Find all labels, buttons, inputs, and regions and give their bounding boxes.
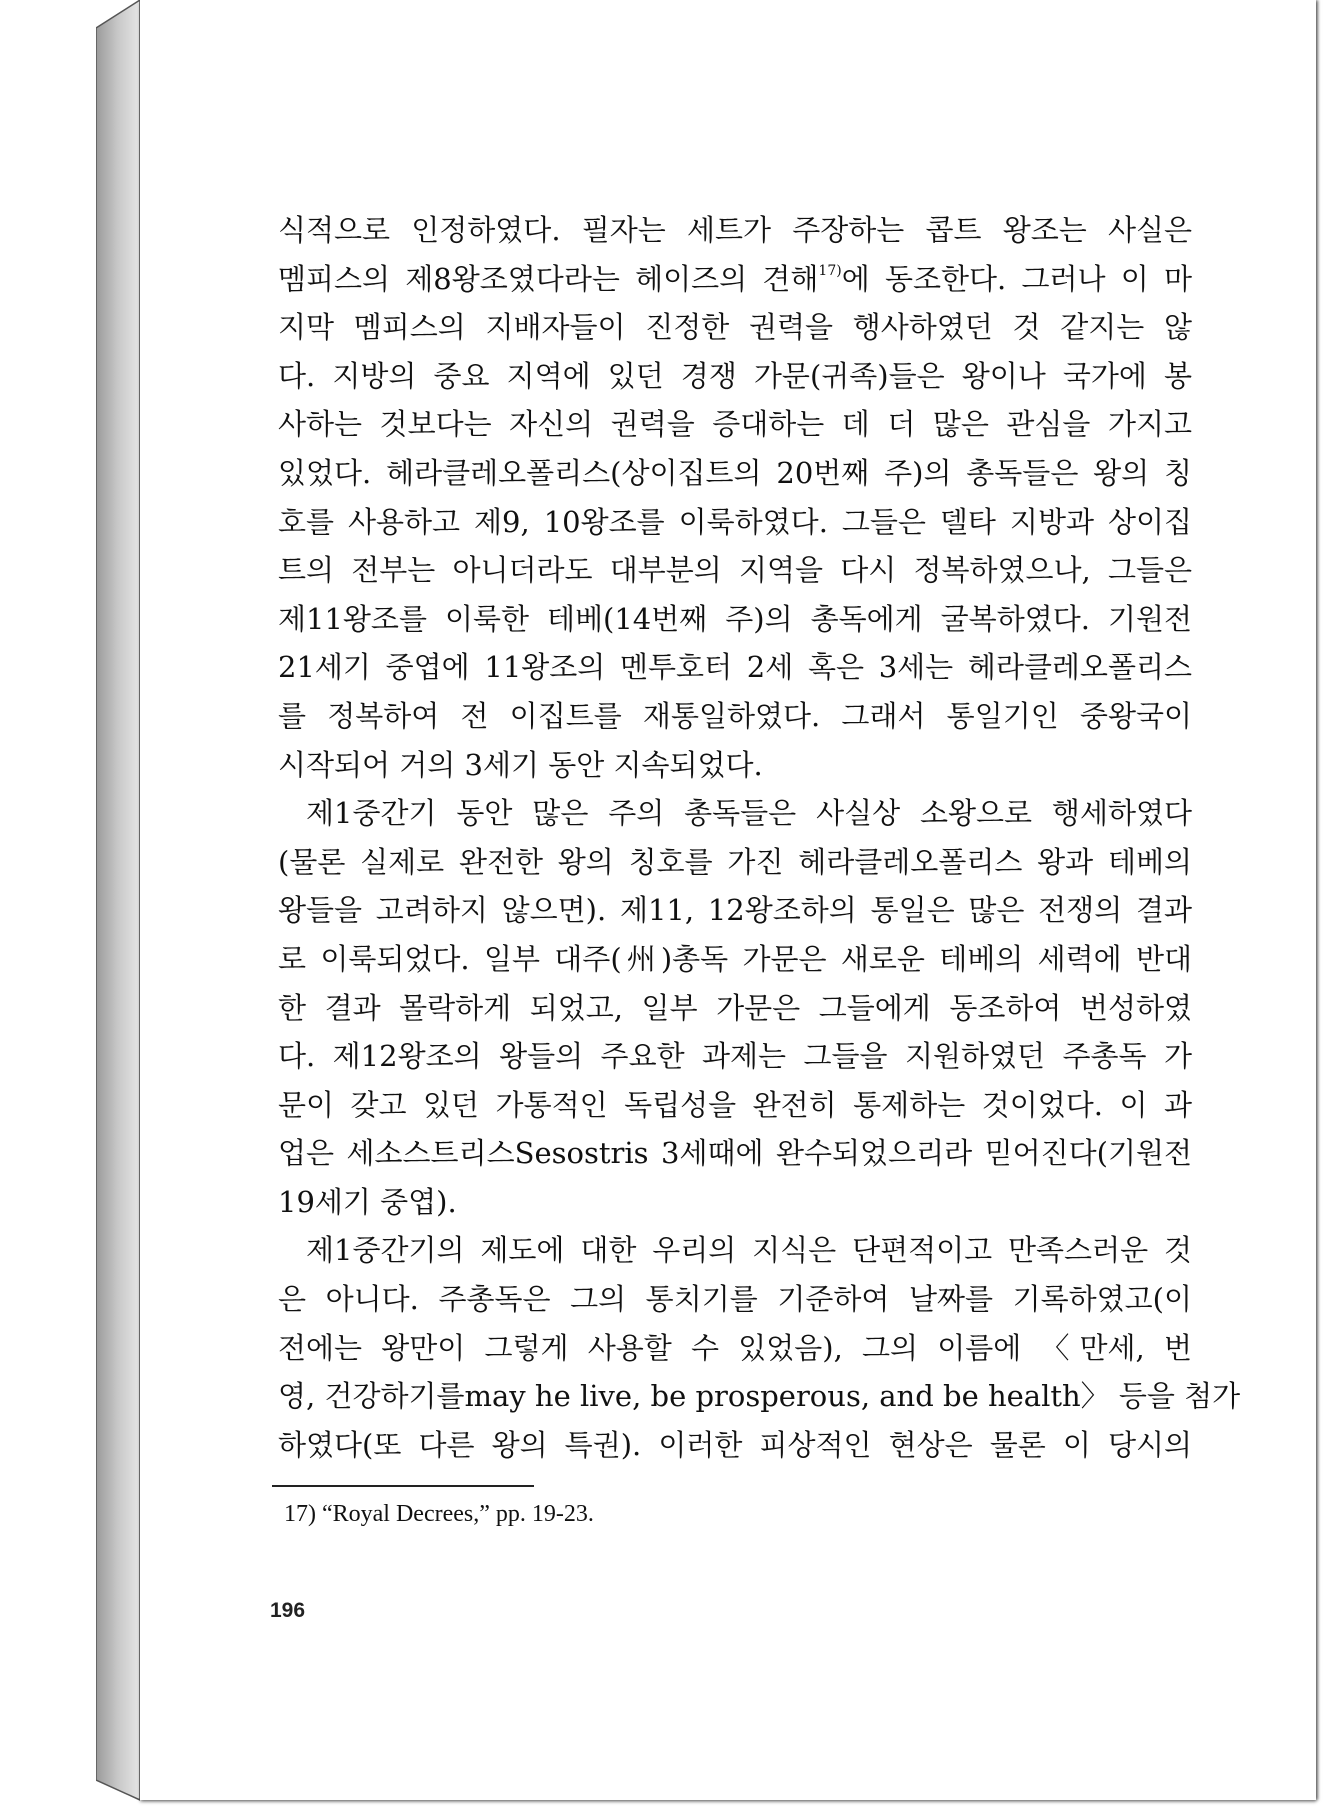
text-line: 문이 갖고 있던 가통적인 독립성을 완전히 통제하는 것이었다. 이 과 bbox=[278, 1087, 1192, 1122]
paragraph-2 bbox=[278, 789, 1192, 1226]
text-line: 다. 지방의 중요 지역에 있던 경쟁 가문(귀족)들은 왕이나 국가에 봉 bbox=[278, 358, 1192, 393]
text-line: 지막 멤피스의 지배자들이 진정한 권력을 행사하였던 것 같지는 않 bbox=[278, 310, 1192, 345]
text-line: 를 정복하여 전 이집트를 재통일하였다. 그래서 통일기인 중왕국이 bbox=[278, 698, 1192, 733]
text-line: 하였다(또 다른 왕의 특권). 이러한 피상적인 현상은 물론 이 당시의 bbox=[278, 1427, 1192, 1462]
body-text bbox=[278, 206, 1241, 1469]
page-number: 196 bbox=[270, 1599, 306, 1622]
text-run: 에 동조한다. 그러나 이 마 bbox=[841, 261, 1192, 296]
book-spine-edge bbox=[96, 0, 140, 1806]
text-line: 제1중간기의 제도에 대한 우리의 지식은 단편적이고 만족스러운 것 bbox=[306, 1233, 1192, 1268]
paragraph-3 bbox=[278, 1226, 1241, 1469]
text-line: 전에는 왕만이 그렇게 사용할 수 있었음), 그의 이름에 〈만세, 번 bbox=[278, 1330, 1192, 1365]
text-line: 호를 사용하고 제9, 10왕조를 이룩하였다. 그들은 델타 지방과 상이집 bbox=[278, 504, 1192, 539]
paragraph-1 bbox=[278, 206, 1192, 789]
text-line: 로 이룩되었다. 일부 대주(州)총독 가문은 새로운 테베의 세력에 반대 bbox=[278, 941, 1192, 976]
text-line: 제1중간기 동안 많은 주의 총독들은 사실상 소왕으로 행세하였다 bbox=[306, 796, 1192, 831]
text-line: 한 결과 몰락하게 되었고, 일부 가문은 그들에게 동조하여 번성하였 bbox=[278, 990, 1192, 1025]
text-line: 다. 제12왕조의 왕들의 주요한 과제는 그들을 지원하였던 주총독 가 bbox=[278, 1039, 1192, 1074]
footnote-separator bbox=[272, 1485, 534, 1487]
text-line: 왕들을 고려하지 않으면). 제11, 12왕조하의 통일은 많은 전쟁의 결과 bbox=[278, 893, 1192, 928]
text-line: 식적으로 인정하였다. 필자는 세트가 주장하는 콥트 왕조는 사실은 bbox=[278, 213, 1192, 247]
text-line: 은 아니다. 주총독은 그의 통치기를 기준하여 날짜를 기록하였고(이 bbox=[278, 1282, 1192, 1317]
footnote: 17) “Royal Decrees,” pp. 19-23. bbox=[284, 1501, 594, 1527]
text-line: 21세기 중엽에 11왕조의 멘투호터 2세 혹은 3세는 헤라클레오폴리스 bbox=[278, 650, 1192, 685]
text-line: 트의 전부는 아니더라도 대부분의 지역을 다시 정복하였으나, 그들은 bbox=[278, 553, 1192, 588]
text-line: 19세기 중엽). bbox=[278, 1184, 457, 1219]
text-line: 영, 건강하기를may he live, be prosperous, and be health〉 등을 첨가 bbox=[278, 1379, 1241, 1414]
text-line: (물론 실제로 완전한 왕의 칭호를 가진 헤라클레오폴리스 왕과 테베의 bbox=[278, 844, 1192, 879]
text-run: 멤피스의 제8왕조였다라는 헤이즈의 견해 bbox=[278, 261, 819, 296]
text-line: 있었다. 헤라클레오폴리스(상이집트의 20번째 주)의 총독들은 왕의 칭 bbox=[278, 455, 1192, 490]
text-line bbox=[278, 255, 1192, 304]
text-line: 업은 세소스트리스Sesostris 3세때에 완수되었으리라 믿어진다(기원전 bbox=[278, 1136, 1192, 1171]
text-line: 시작되어 거의 3세기 동안 지속되었다. bbox=[278, 747, 763, 782]
text-line: 사하는 것보다는 자신의 권력을 증대하는 데 더 많은 관심을 가지고 bbox=[278, 407, 1192, 442]
text-line: 제11왕조를 이룩한 테베(14번째 주)의 총독에게 굴복하였다. 기원전 bbox=[278, 601, 1192, 636]
footnote-reference: 17) bbox=[818, 262, 842, 279]
